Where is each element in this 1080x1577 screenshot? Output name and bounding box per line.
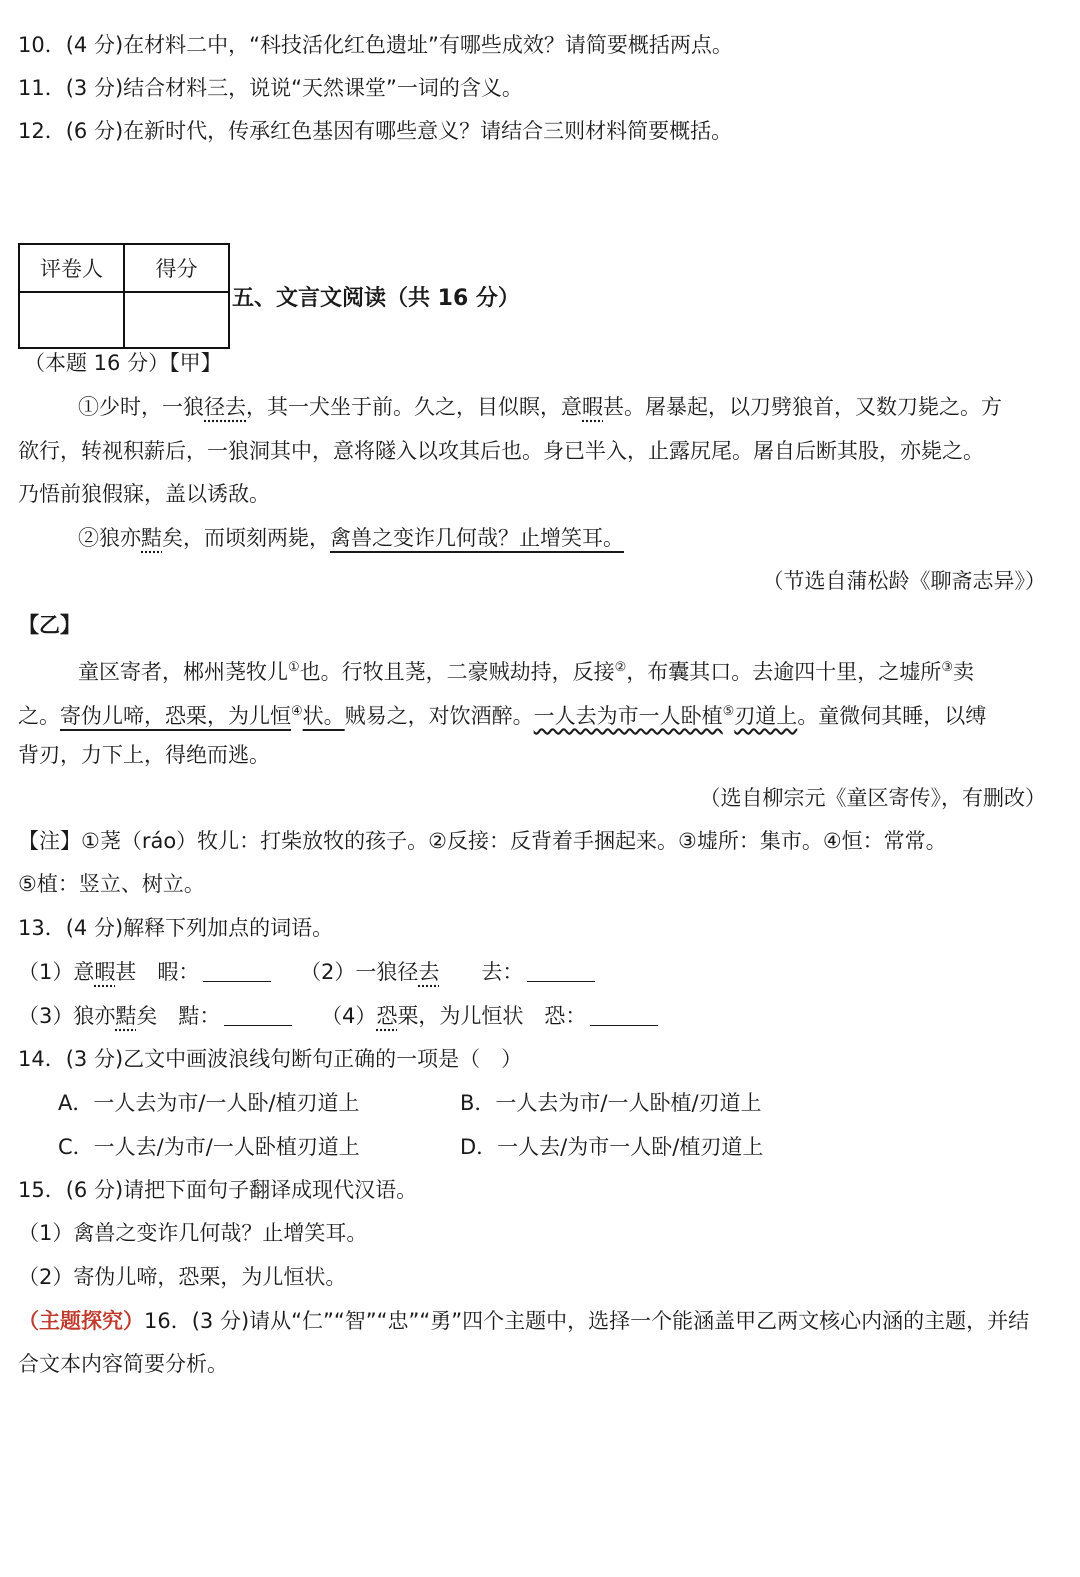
yi-line-1: 童区寄者，郴州荛牧儿①也。行牧且荛，二豪贼劫持，反接②，布囊其口。去逾四十里，之墟所③卖 (78, 660, 974, 684)
jia-paragraph-1-line-1: ①少时，一狼径去，其一犬坐于前。久之，目似瞑，意暇甚。屠暴起，以刀劈狼首，又数刀毙之。方 (78, 395, 1002, 419)
question-15-sentence-1: （1）禽兽之变诈几何哉？止增笑耳。 (18, 1221, 368, 1245)
yi-line-2: 之。寄伪儿啼，恐栗，为儿恒④状。贼易之，对饮酒醉。一人去为市一人卧植⑤刃道上。童微伺其睡，以缚 (18, 704, 987, 728)
answer-blank-3[interactable] (224, 1007, 292, 1026)
question-16-line-2: 合文本内容简要分析。 (18, 1352, 228, 1376)
jia-paragraph-1-line-2: 欲行，转视积薪后，一狼洞其中，意将隧入以攻其后也。身已半入，止露尻尾。屠自后断其股，亦毙之。 (18, 439, 984, 463)
question-13-stem: 13．(4 分)解释下列加点的词语。 (18, 916, 334, 940)
jia-paragraph-2: ②狼亦黠矣，而顷刻两毙，禽兽之变诈几何哉？止增笑耳。 (78, 526, 624, 550)
jia-source: （节选自蒲松龄《聊斋志异》） (762, 569, 1046, 593)
yi-source: （选自柳宗元《童区寄传》，有删改） (699, 786, 1046, 810)
option-c[interactable]: C．一人去/为市/一人卧植刃道上 (58, 1135, 360, 1159)
answer-blank-4[interactable] (590, 1007, 658, 1026)
answer-blank-1[interactable] (203, 963, 271, 982)
question-15-sentence-2: （2）寄伪儿啼，恐栗，为儿恒状。 (18, 1265, 347, 1289)
section-title: 五、文言文阅读（共 16 分） (232, 286, 520, 311)
option-a[interactable]: A．一人去为市/一人卧/植刃道上 (58, 1091, 360, 1115)
question-13-row-1: （1）意暇甚 暇： （2）一狼径去 去： (18, 957, 617, 987)
reviewer-header: 评卷人 (19, 244, 124, 292)
theme-tag: （主题探究） (18, 1309, 144, 1333)
notes-line-2: ⑤植：竖立、树立。 (18, 872, 205, 896)
option-d[interactable]: D．一人去/为市一人卧/植刃道上 (460, 1135, 764, 1159)
score-cell[interactable] (124, 292, 229, 348)
jia-paragraph-1-line-3: 乃悟前狼假寐，盖以诱敌。 (18, 482, 270, 506)
yi-line-3: 背刃，力下上，得绝而逃。 (18, 743, 270, 767)
question-15-stem: 15．(6 分)请把下面句子翻译成现代汉语。 (18, 1178, 418, 1202)
jia-label: （本题 16 分）【甲】 (24, 351, 222, 375)
reviewer-cell[interactable] (19, 292, 124, 348)
question-14-stem: 14．(3 分)乙文中画波浪线句断句正确的一项是（ ） (18, 1047, 523, 1071)
question-13-row-2: （3）狼亦黠矣 黠： （4）恐栗，为儿恒状 恐： (18, 1001, 680, 1031)
yi-label: 【乙】 (18, 613, 81, 637)
question-12: 12．(6 分)在新时代，传承红色基因有哪些意义？请结合三则材料简要概括。 (18, 119, 733, 143)
question-16-line-1: （主题探究）16．(3 分)请从“仁”“智”“忠”“勇”四个主题中，选择一个能涵盖甲乙两文核心内涵的主题，并结 (18, 1309, 1030, 1333)
notes-line-1: 【注】①荛（ráo）牧儿：打柴放牧的孩子。②反接：反背着手捆起来。③墟所：集市。④恒：常常。 (18, 829, 947, 853)
answer-blank-2[interactable] (527, 963, 595, 982)
score-header: 得分 (124, 244, 229, 292)
question-10: 10．(4 分)在材料二中，“科技活化红色遗址”有哪些成效？请简要概括两点。 (18, 33, 733, 57)
grader-score-table (18, 243, 230, 349)
question-11: 11．(3 分)结合材料三，说说“天然课堂”一词的含义。 (18, 76, 523, 100)
option-b[interactable]: B．一人去为市/一人卧植/刃道上 (460, 1091, 762, 1115)
